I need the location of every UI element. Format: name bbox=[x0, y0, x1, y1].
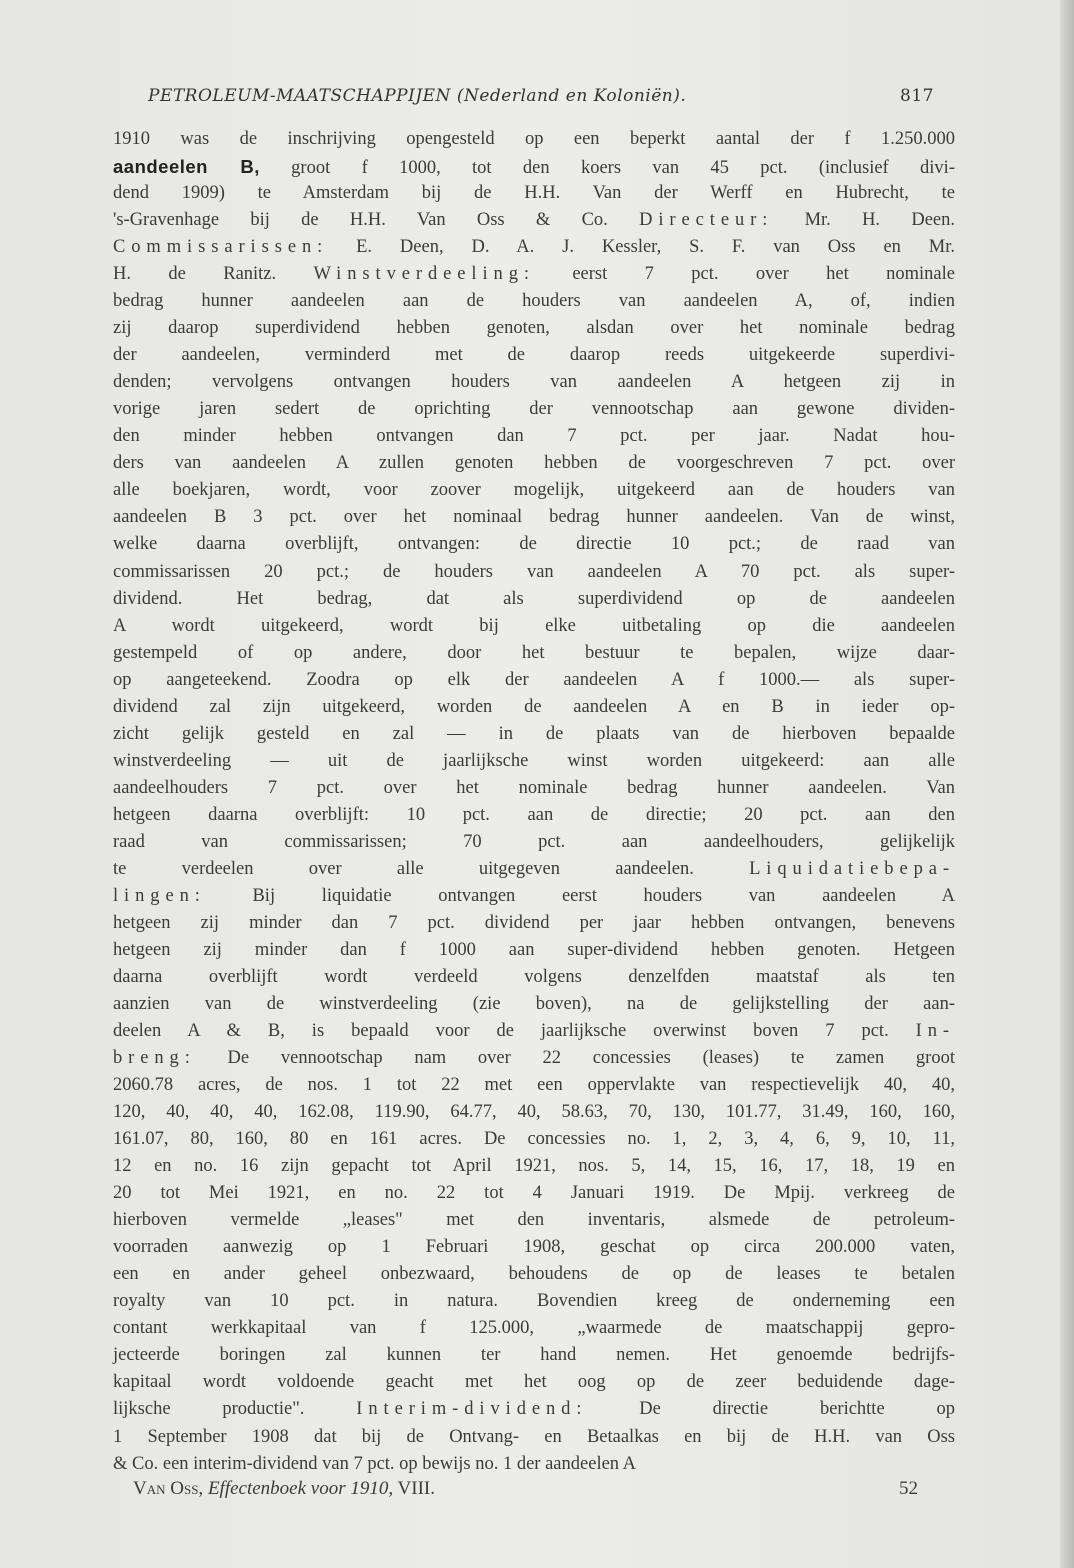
text-segment: op aangeteekend. Zoodra op elk der aandeelen A f 1000.— als super- bbox=[113, 669, 955, 690]
text-line bbox=[113, 802, 955, 829]
spaced-heading: breng: bbox=[113, 1048, 196, 1069]
text-line bbox=[113, 1315, 955, 1342]
text-line bbox=[113, 856, 955, 883]
text-segment: dividend. Het bedrag, dat als superdividend op de aandeelen bbox=[113, 588, 955, 609]
text-segment: daarna overblijft wordt verdeeld volgens denzelfden maatstaf als ten bbox=[113, 966, 955, 987]
text-line bbox=[113, 559, 955, 586]
text-segment: te verdeelen over alle uitgegeven aandeelen. bbox=[113, 858, 750, 879]
text-segment: ders van aandeelen A zullen genoten hebben de voorgeschreven 7 pct. over bbox=[113, 453, 955, 474]
text-segment: royalty van 10 pct. in natura. Bovendien kreeg de onderneming een bbox=[113, 1291, 955, 1312]
text-line bbox=[113, 991, 955, 1018]
text-segment: aanzien van de winstverdeeling (zie boven), na de gelijkstelling der aan- bbox=[113, 994, 955, 1014]
text-line bbox=[113, 964, 955, 991]
text-segment: hetgeen zij minder dan 7 pct. dividend per jaar hebben ontvangen, benevens bbox=[113, 912, 955, 933]
text-line bbox=[113, 1072, 955, 1099]
text-line bbox=[113, 153, 955, 180]
text-line bbox=[113, 1424, 955, 1451]
text-line bbox=[113, 721, 955, 748]
text-segment: commissarissen 20 pct.; de houders van aandeelen A 70 pct. als super- bbox=[113, 561, 955, 582]
text-line bbox=[113, 423, 955, 450]
text-segment: zij daarop superdividend hebben genoten, alsdan over het nominale bedrag bbox=[113, 318, 955, 339]
text-segment: bedrag hunner aandeelen aan de houders van aandeelen A, of, indien bbox=[113, 291, 955, 312]
running-header bbox=[148, 86, 934, 106]
text-line bbox=[113, 586, 955, 613]
text-segment: Bij liquidatie ontvangen eerst houders van aandeelen A bbox=[205, 885, 955, 906]
text-line bbox=[113, 315, 955, 342]
text-line bbox=[113, 369, 955, 396]
text-segment: Mr. H. Deen. bbox=[773, 210, 955, 231]
footer-volume: VIII. bbox=[397, 1478, 435, 1499]
text-line bbox=[113, 613, 955, 640]
text-line bbox=[113, 1126, 955, 1153]
text-line bbox=[113, 829, 955, 856]
spaced-heading: lingen: bbox=[113, 885, 206, 906]
text-segment: zicht gelijk gesteld en zal — in de plaats van de hierboven bepaalde bbox=[113, 723, 955, 744]
text-line bbox=[113, 1099, 955, 1126]
spaced-heading: Directeur: bbox=[639, 210, 774, 231]
text-line bbox=[113, 1261, 955, 1288]
text-line bbox=[113, 1045, 955, 1072]
text-segment: jecteerde boringen zal kunnen ter hand nemen. Het genoemde bedrijfs- bbox=[113, 1345, 955, 1366]
text-line bbox=[113, 1153, 955, 1180]
page-edge-shadow bbox=[1060, 0, 1074, 1568]
signature-mark: 52 bbox=[899, 1478, 918, 1499]
text-segment: De directie berichtte op bbox=[587, 1399, 955, 1420]
text-segment: De vennootschap nam over 22 concessies (leases) te zamen groot bbox=[195, 1048, 955, 1069]
text-line bbox=[113, 1207, 955, 1234]
text-line bbox=[113, 775, 955, 802]
text-segment: H. de Ranitz. bbox=[113, 264, 314, 285]
text-line bbox=[113, 504, 955, 531]
text-line bbox=[113, 694, 955, 721]
text-segment: 2060.78 acres, de nos. 1 tot 22 met een oppervlakte van respectievelijk 40, 40, bbox=[113, 1075, 955, 1096]
text-segment: 120, 40, 40, 40, 162.08, 119.90, 64.77, 40, 58.63, 70, 130, 101.77, 31.49, 160, 160, bbox=[113, 1102, 955, 1123]
spaced-heading: Liquidatiebepa- bbox=[749, 858, 955, 879]
text-line bbox=[113, 477, 955, 504]
text-segment: dividend zal zijn uitgekeerd, worden de aandeelen A en B in ieder op- bbox=[113, 696, 955, 717]
text-segment: contant werkkapitaal van f 125.000, „waarmede de maatschappij gepro- bbox=[113, 1318, 955, 1339]
footer-book-title: Effectenboek voor 1910, bbox=[207, 1478, 394, 1499]
body-text bbox=[113, 126, 955, 1478]
text-line bbox=[113, 883, 955, 910]
text-line bbox=[113, 261, 955, 288]
text-segment: raad van commissarissen; 70 pct. aan aandeelhouders, gelijkelijk bbox=[113, 831, 955, 852]
text-line bbox=[113, 1369, 955, 1396]
text-segment: hierboven vermelde „leases" met den inventaris, alsmede de petroleum- bbox=[113, 1210, 955, 1231]
text-line bbox=[113, 1451, 955, 1478]
text-segment: 161.07, 80, 160, 80 en 161 acres. De concessies no. 1, 2, 3, 4, 6, 9, 10, 11, bbox=[113, 1129, 955, 1150]
text-segment: deelen A & B, is bepaald voor de jaarlijksche overwinst boven 7 pct. bbox=[113, 1021, 916, 1042]
text-segment: aandeelhouders 7 pct. over het nominale bedrag hunner aandeelen. Van bbox=[113, 777, 955, 798]
text-segment: alle boekjaren, wordt, voor zoover mogelijk, uitgekeerd aan de houders van bbox=[113, 480, 955, 501]
text-line bbox=[113, 1018, 955, 1045]
text-segment: 1 September 1908 dat bij de Ontvang- en Betaalkas en bij de H.H. van Oss bbox=[113, 1426, 955, 1447]
text-line bbox=[113, 937, 955, 964]
text-segment: der aandeelen, verminderd met de daarop reeds uitgekeerde superdivi- bbox=[113, 345, 955, 366]
text-line bbox=[113, 450, 955, 477]
text-line bbox=[113, 126, 955, 153]
text-line bbox=[113, 1396, 955, 1423]
text-line bbox=[113, 1288, 955, 1315]
text-segment: E. Deen, D. A. J. Kessler, S. F. van Oss en Mr. bbox=[328, 237, 955, 258]
text-segment: lijksche productie". bbox=[113, 1399, 357, 1420]
text-segment: A wordt uitgekeerd, wordt bij elke uitbetaling op die aandeelen bbox=[113, 615, 955, 636]
text-line bbox=[113, 234, 955, 261]
text-segment: eerst 7 pct. over het nominale bbox=[534, 264, 955, 285]
page-footer bbox=[133, 1478, 918, 1500]
text-segment: vorige jaren sedert de oprichting der vennootschap aan gewone dividen- bbox=[113, 399, 955, 420]
text-segment: winstverdeeling — uit de jaarlijksche winst worden uitgekeerd: aan alle bbox=[113, 750, 955, 771]
text-line bbox=[113, 288, 955, 315]
text-segment: & Co. een interim-dividend van 7 pct. op bewijs no. 1 der aandeelen A bbox=[113, 1453, 637, 1474]
text-line bbox=[113, 180, 955, 207]
text-line bbox=[113, 396, 955, 423]
text-line bbox=[113, 531, 955, 558]
text-line bbox=[113, 667, 955, 694]
text-line bbox=[113, 910, 955, 937]
text-line bbox=[113, 640, 955, 667]
text-segment: groot f 1000, tot den koers van 45 pct. (inclusief divi- bbox=[259, 158, 955, 179]
text-segment: 12 en no. 16 zijn gepacht tot April 1921, nos. 5, 14, 15, 16, 17, 18, 19 en bbox=[113, 1156, 955, 1177]
spaced-heading: Interim-dividend: bbox=[356, 1399, 588, 1420]
text-segment: voorraden aanwezig op 1 Februari 1908, geschat op circa 200.000 vaten, bbox=[113, 1237, 955, 1258]
text-line bbox=[113, 748, 955, 775]
text-line bbox=[113, 1180, 955, 1207]
text-segment: 20 tot Mei 1921, en no. 22 tot 4 Januari 1919. De Mpij. verkreeg de bbox=[113, 1183, 955, 1204]
text-line bbox=[113, 342, 955, 369]
footer-author: Van Oss, bbox=[133, 1478, 204, 1499]
text-segment: gestempeld of op andere, door het bestuur te bepalen, wijze daar- bbox=[113, 642, 955, 663]
text-segment: aandeelen B 3 pct. over het nominaal bedrag hunner aandeelen. Van de winst, bbox=[113, 507, 955, 528]
text-segment: 's-Gravenhage bij de H.H. Van Oss & Co. bbox=[113, 210, 640, 231]
text-segment: welke daarna overblijft, ontvangen: de directie 10 pct.; de raad van bbox=[113, 534, 955, 555]
header-title: PETROLEUM-MAATSCHAPPIJEN (Nederland en Koloniën). bbox=[148, 86, 687, 106]
text-segment: kapitaal wordt voldoende geacht met het oog op de zeer beduidende dage- bbox=[113, 1372, 955, 1393]
text-segment: den minder hebben ontvangen dan 7 pct. per jaar. Nadat hou- bbox=[113, 426, 955, 447]
text-line bbox=[113, 1342, 955, 1369]
text-segment: hetgeen daarna overblijft: 10 pct. aan de directie; 20 pct. aan den bbox=[113, 804, 955, 825]
bold-heading: aandeelen B, bbox=[113, 156, 260, 178]
text-line bbox=[113, 1234, 955, 1261]
text-segment: denden; vervolgens ontvangen houders van aandeelen A hetgeen zij in bbox=[113, 372, 955, 393]
text-segment: 1910 was de inschrijving opengesteld op een beperkt aantal der f 1.250.000 bbox=[113, 129, 955, 149]
spaced-heading: Winstverdeeling: bbox=[313, 264, 535, 285]
text-segment: een en ander geheel onbezwaard, behoudens de op de leases te betalen bbox=[113, 1264, 955, 1285]
text-line bbox=[113, 207, 955, 234]
text-segment: hetgeen zij minder dan f 1000 aan super-dividend hebben genoten. Hetgeen bbox=[113, 939, 955, 960]
spaced-heading: Commissarissen: bbox=[113, 237, 329, 258]
spaced-heading: In- bbox=[915, 1021, 955, 1042]
page-number: 817 bbox=[900, 86, 934, 106]
text-segment: dend 1909) te Amsterdam bij de H.H. Van der Werff en Hubrecht, te bbox=[113, 183, 955, 204]
